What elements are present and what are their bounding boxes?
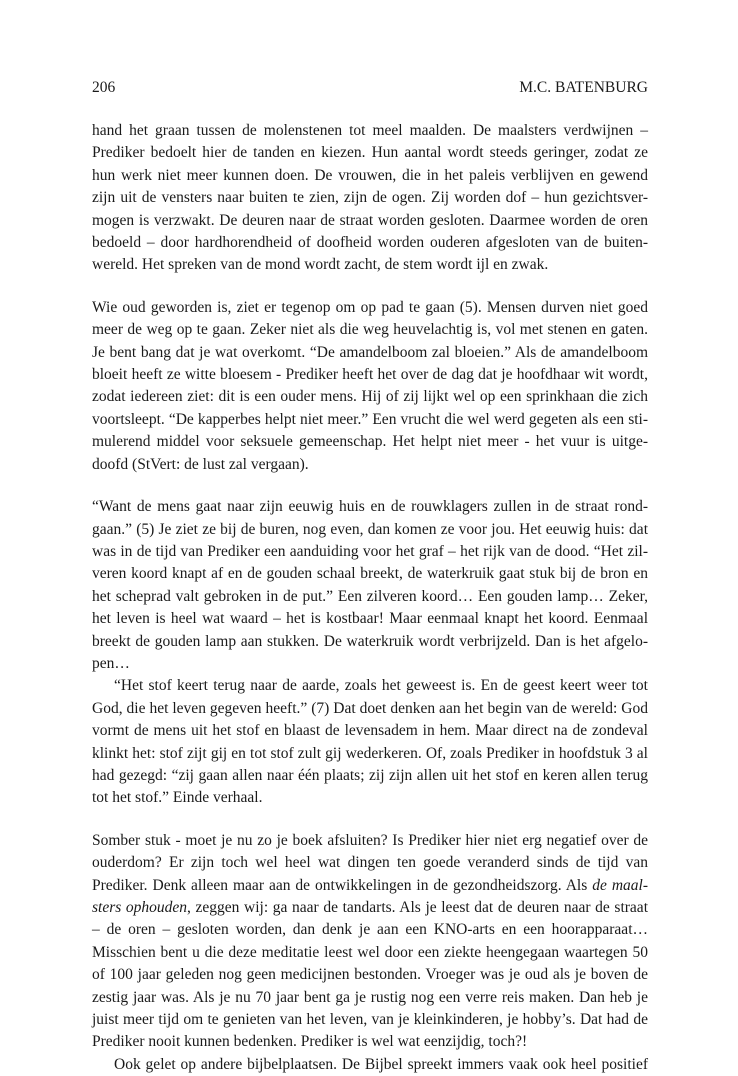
text-line: Somber stuk - moet je nu zo je boek afsluiten? Is Prediker hier niet erg negatief over de	[92, 831, 648, 849]
text-line: Misschien bent u die deze meditatie leest wel door een ziekte heengegaan waartegen 50	[92, 943, 648, 961]
text-line: Prediker nooit kunnen bedenken. Prediker is wel wat eenzijdig, toch?!	[92, 1033, 528, 1051]
text-line: Je bent bang dat je wat overkomt. “De amandelboom zal bloeien.” Als de amandelboom	[92, 343, 648, 361]
text-line: doofd (StVert: de lust zal vergaan).	[92, 455, 309, 473]
text-line: “Het stof keert terug naar de aarde, zoals het geweest is. En de geest keert weer tot	[114, 677, 648, 695]
paragraph-1	[92, 120, 648, 277]
text-line: was in de tijd van Prediker een aanduiding voor het graf – het rijk van de dood. “Het zil-	[92, 542, 648, 560]
text-line: mogen is verzwakt. De deuren naar de straat worden gesloten. Daarmee worden de oren	[92, 211, 648, 229]
text-line: breekt de gouden lamp aan stukken. De waterkruik wordt verbrijzeld. Dan is het afgelo-	[92, 632, 648, 650]
text-line: tot het stof.” Einde verhaal.	[92, 789, 263, 807]
text-line: Ook gelet op andere bijbelplaatsen. De Bijbel spreekt immers vaak ook heel positief	[114, 1055, 648, 1073]
text-line: zodat iedereen ziet: dit is een ouder mens. Hij of zij lijkt wel op een sprinkhaan die zich	[92, 388, 648, 406]
italic-text: de maal-	[592, 876, 649, 894]
text-line: gaan.” (5) Je ziet ze bij de buren, nog even, dan komen ze voor jou. Het eeuwig huis: dat	[92, 520, 648, 538]
text-line: vormt de mens uit het stof en blaast de levensadem in hem. Maar direct na de zondeval	[92, 722, 648, 740]
text-line: zijn uit de vensters naar buiten te zien, zijn de ogen. Zij worden dof – hun gezichtsver-	[92, 189, 648, 207]
text-line	[92, 875, 648, 897]
text-line	[92, 897, 648, 919]
text-line: juist meer tijd om te genieten van het leven, van je kleinkinderen, je hobby’s. Dat had de	[92, 1011, 648, 1029]
text-line: pen…	[92, 654, 130, 672]
paragraph-4	[92, 675, 648, 809]
text-line: meer de weg op te gaan. Zeker niet als die weg heuvelachtig is, vol met stenen en gaten.	[92, 321, 648, 339]
text-line: hand het graan tussen de molenstenen tot meel maalden. De maalsters verdwijnen –	[92, 122, 648, 139]
text-line: “Want de mens gaat naar zijn eeuwig huis en de rouwklagers zullen in de straat rond-	[92, 498, 648, 516]
text-line: Wie oud geworden is, ziet er tegenop om op pad te gaan (5). Mensen durven niet goed	[92, 298, 648, 316]
paragraph-6	[92, 1054, 648, 1076]
paragraph-5	[92, 830, 648, 1054]
paragraph-3	[92, 496, 648, 675]
text-line: Prediker bedoelt hier de tanden en kiezen. Hun aantal wordt steeds geringer, zodat ze	[92, 144, 648, 162]
text-line: mulerend middel voor seksuele gemeenschap. Het helpt niet meer - het vuur is uitge-	[92, 433, 648, 451]
text-line: klinkt het: stof zijt gij en tot stof zult gij wederkeren. Of, zoals Prediker in hoofdstuk 3 al	[92, 744, 648, 762]
text-line: ouderdom? Er zijn toch wel heel wat dingen ten goede veranderd sinds de tijd van	[92, 854, 648, 872]
body-text	[92, 120, 648, 1076]
text-line: wereld. Het spreken van de mond wordt zacht, de stem wordt ijl en zwak.	[92, 256, 549, 274]
text-line: bedoeld – door hardhorendheid of doofheid worden ouderen afgesloten van de buiten-	[92, 234, 648, 252]
text-line: of 100 jaar geleden nog geen medicijnen bestonden. Vroeger was je oud als je boven de	[92, 966, 648, 984]
page-header	[92, 78, 648, 98]
text-line: hun werk niet meer kunnen doen. De vrouwen, die in het paleis verblijven en gewend	[92, 166, 648, 184]
text-line: had gezegd: “zij gaan allen naar één plaats; zij zijn allen uit het stof en keren allen terug	[92, 766, 648, 784]
running-head: M.C. BATENBURG	[519, 79, 648, 96]
text-line: het leven is heel wat waard – het is kostbaar! Maar eenmaal knapt het koord. Eenmaal	[92, 610, 648, 628]
text-line: – de oren – gesloten worden, dan denk je aan een KNO-arts en een hoorapparaat…	[92, 921, 648, 939]
text-line: veren koord knapt af en de gouden schaal breekt, de waterkruik gaat stuk bij de bron en	[92, 565, 648, 583]
text-line: het scheprad valt gebroken in de put.” Een zilveren koord… Een gouden lamp… Zeker,	[92, 587, 648, 605]
paragraph-2	[92, 297, 648, 476]
text-line: bloeit heeft ze witte bloesem - Prediker heeft het over de dag dat je hoofdhaar wit wordt,	[92, 366, 648, 384]
text-segment: Prediker. Denk alleen maar aan de ontwikkelingen in de gezondheidszorg. Als	[92, 876, 593, 894]
text-line: zestig jaar was. Als je nu 70 jaar bent ga je rustig nog een verre reis maken. Dan heb je	[92, 988, 648, 1006]
text-line: voortsleept. “De kapperbes helpt niet meer.” Een vrucht die wel werd gegeten als een sti-	[92, 410, 648, 428]
text-line: God, die het leven gegeven heeft.” (7) Dat doet denken aan het begin van de wereld: God	[92, 699, 648, 717]
page-number: 206	[92, 79, 116, 96]
text-segment: , zeggen wij: ga naar de tandarts. Als je leest dat de deuren naar de straat	[187, 899, 648, 916]
italic-text: sters ophouden	[92, 899, 188, 916]
